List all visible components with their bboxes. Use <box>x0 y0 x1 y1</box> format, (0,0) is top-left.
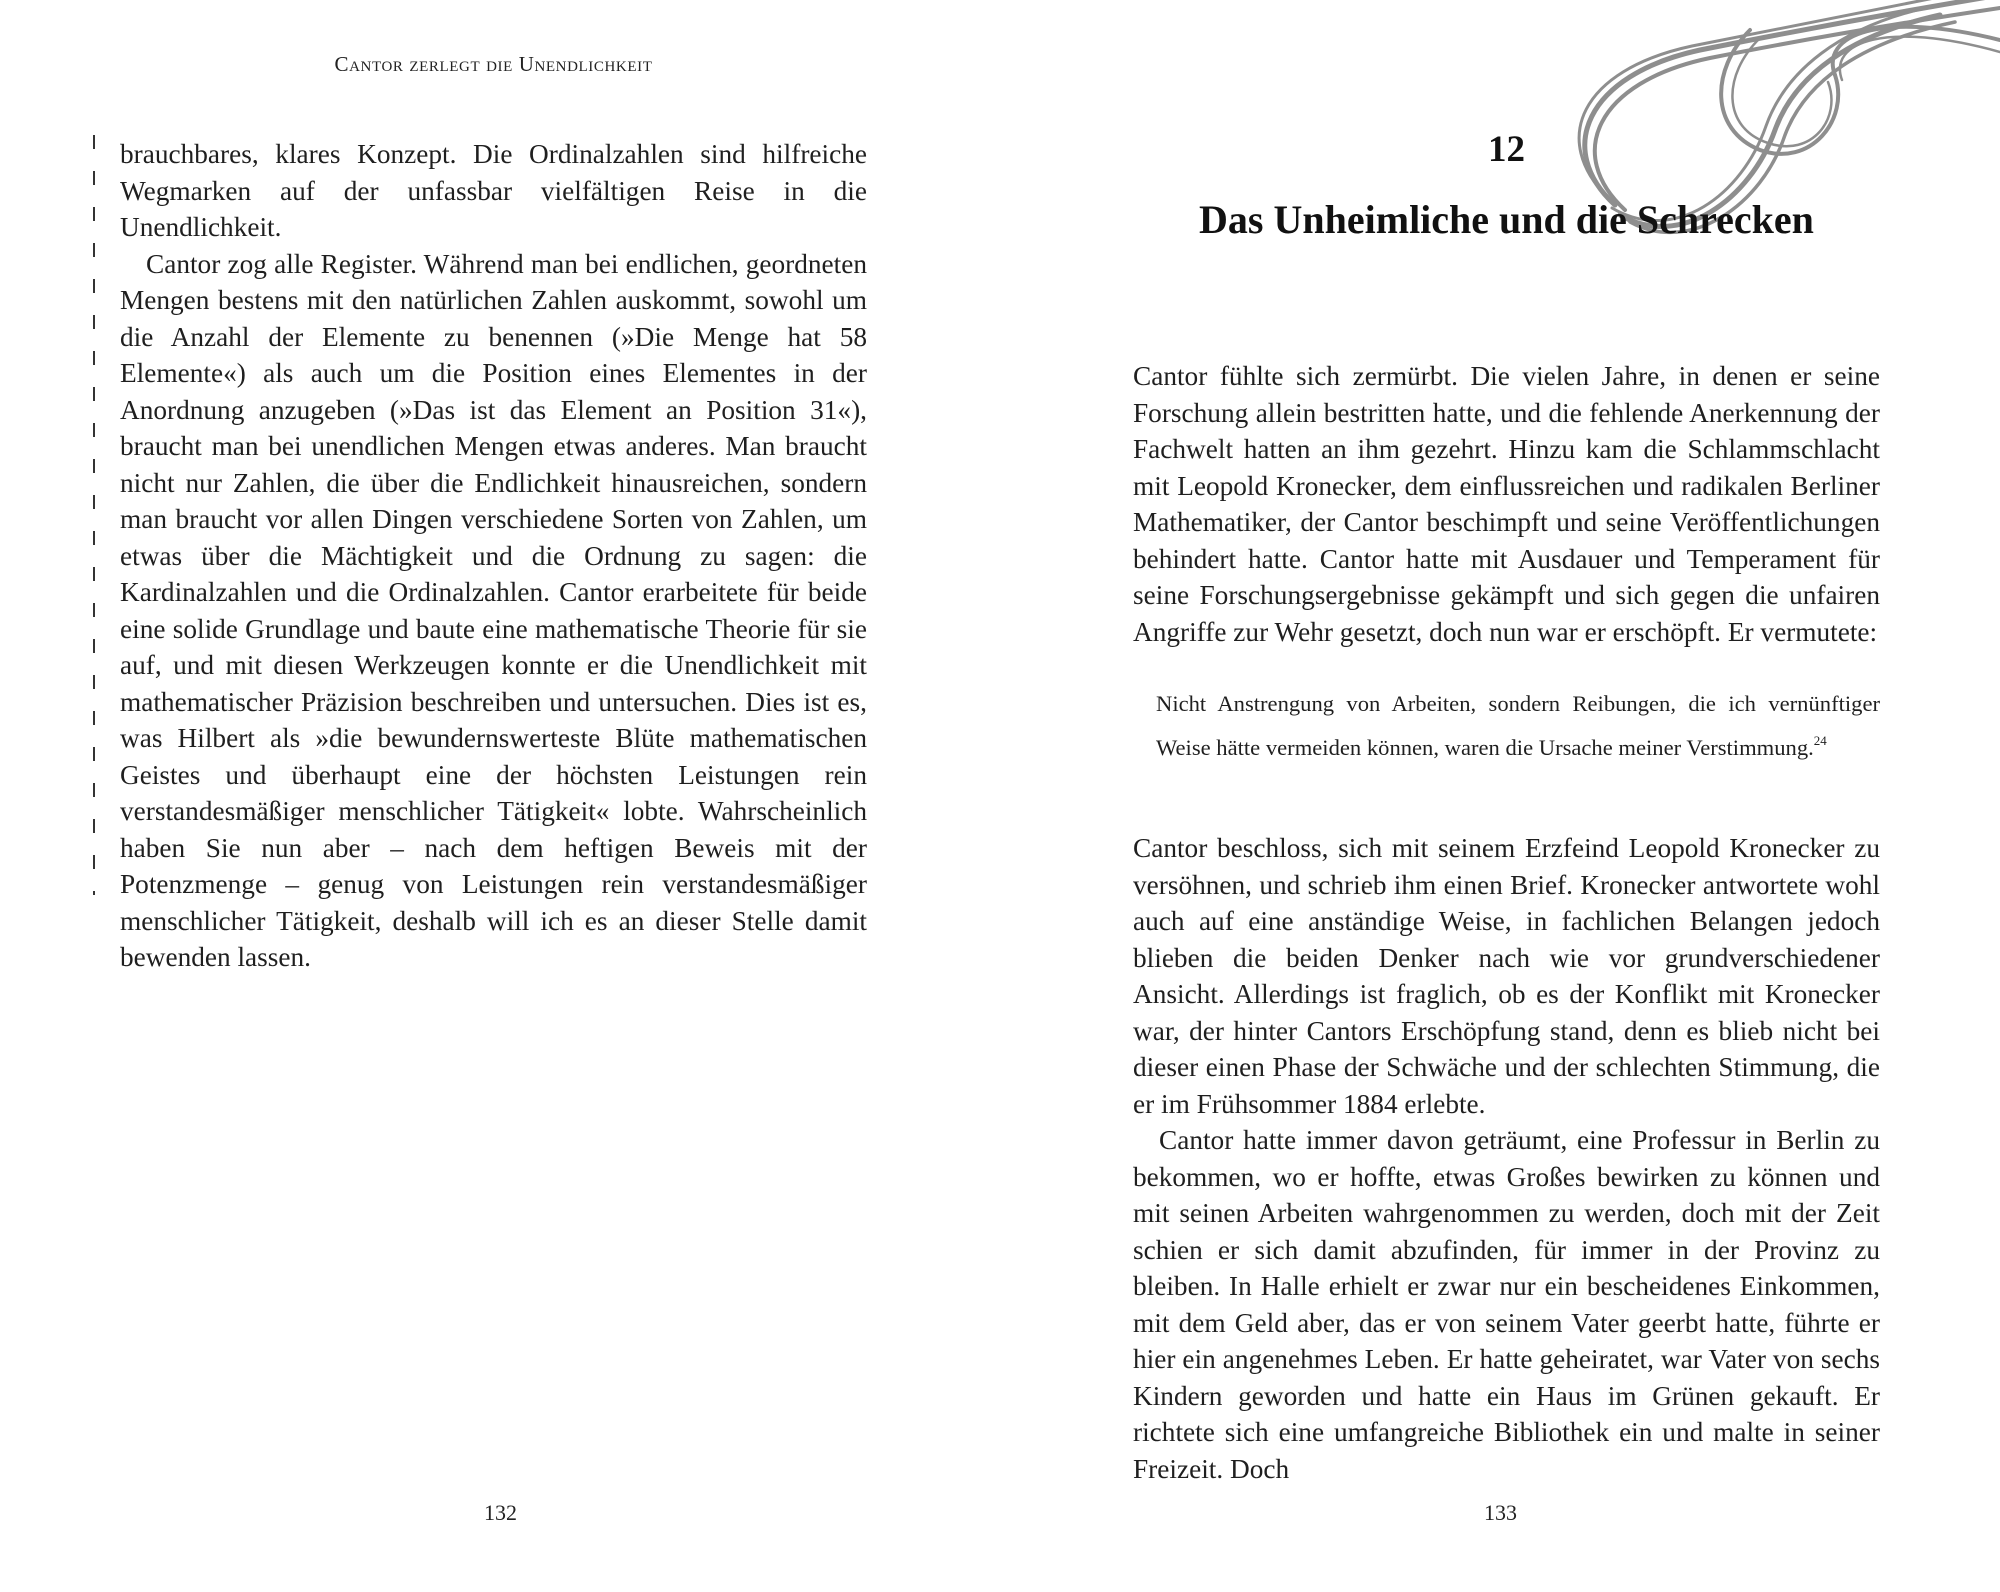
quote-body: Nicht Anstrengung von Arbeiten, sondern Reibungen, die ich vernünftiger Weise hätte vermeiden können, waren die Ursache meiner Verstimmung. <box>1156 691 1880 760</box>
quote-text <box>1156 685 1880 766</box>
intro-text <box>1133 358 1880 650</box>
paragraph: Cantor fühlte sich zermürbt. Die vielen Jahre, in denen er seine Forschung allein bestritten hatte, und die fehlende Anerkennung der Fachwelt hatten an ihm gezehrt. Hinzu kam die Schlammschlacht mit Leopold Kronecker, dem einflussreichen und radikalen Berliner Mathematiker, der Cantor beschimpft und seine Veröffentlichungen behindert hatte. Cantor hatte mit Ausdauer und Temperament für seine Forschungsergebnisse gekämpft und sich gegen die unfairen Angriffe zur Wehr gesetzt, doch nun war er erschöpft. Er vermutete: <box>1133 361 1880 647</box>
footnote-reference: 24 <box>1813 733 1827 748</box>
running-head: Cantor zerlegt die Unendlichkeit <box>334 52 653 76</box>
margin-dash-marks <box>93 135 97 895</box>
paragraph: Cantor hatte immer davon geträumt, eine Professur in Berlin zu bekommen, wo er hoffte, etwas Großes bewirken zu können und mit seinen Arbeiten wahrgenommen zu werden, doch mit der Zeit schien er sich damit abzufinden, für immer in der Provinz zu bleiben. In Halle erhielt er zwar nur ein bescheidenes Einkommen, mit dem Geld aber, das er von seinem Vater geerbt hatte, führte er hier ein angenehmes Leben. Er hatte geheiratet, war Vater von sechs Kindern geworden und hatte ein Haus im Grünen gekauft. Er richtete sich eine umfangreiche Bibliothek ein und malte in seiner Freizeit. Doch <box>1133 1125 1880 1484</box>
left-body-text <box>120 136 867 976</box>
chapter-title: Das Unheimliche und die Schrecken <box>1199 197 1814 242</box>
right-page <box>1000 0 2000 1592</box>
right-body-text <box>1133 830 1880 1487</box>
chapter-number: 12 <box>1488 129 1525 170</box>
page-number: 132 <box>484 1500 517 1525</box>
block-quote <box>1156 685 1880 766</box>
page-number: 133 <box>1484 1500 1517 1525</box>
paragraph: Cantor zog alle Register. Während man bei endlichen, geordneten Mengen bestens mit den natürlichen Zahlen auskommt, sowohl um die Anzahl der Elemente zu benennen (»Die Menge hat 58 Elemente«) als auch um die Position eines Elementes in der Anordnung anzugeben (»Das ist das Element an Position 31«), braucht man bei unendlichen Mengen etwas anderes. Man braucht nicht nur Zahlen, die über die Endlichkeit hinausreichen, sondern man braucht vor allen Dingen verschiedene Sorten von Zahlen, um etwas über die Mächtigkeit und die Ordnung zu sagen: die Kardinalzahlen und die Ordinalzahlen. Cantor erarbeitete für beide eine solide Grundlage und baute eine mathematische Theorie für sie auf, und mit diesen Werkzeugen konnte er die Unendlichkeit mit mathematischer Präzision beschreiben und untersuchen. Dies ist es, was Hilbert als »die bewundernswerteste Blüte mathematischen Geistes und überhaupt eine der höchsten Leistungen rein verstandesmäßiger menschlicher Tätigkeit« lobte. Wahrscheinlich haben Sie nun aber – nach dem heftigen Beweis mit der Potenzmenge – genug von Leistungen rein verstandesmäßiger menschlicher Tätigkeit, deshalb will ich es an dieser Stelle damit bewenden lassen. <box>120 248 867 972</box>
paragraph: brauchbares, klares Konzept. Die Ordinalzahlen sind hilfreiche Wegmarken auf der unfassbar vielfältigen Reise in die Unendlichkeit. <box>120 139 867 242</box>
paragraph: Cantor beschloss, sich mit seinem Erzfeind Leopold Kronecker zu versöhnen, und schrieb ihm einen Brief. Kronecker antwortete wohl auch auf eine anständige Weise, in fachlichen Belangen jedoch blieben die beiden Denker nach wie vor grundverschiedener Ansicht. Allerdings ist fraglich, ob es der Konflikt mit Kronecker war, der hinter Cantors Erschöpfung stand, denn es blieb nicht bei dieser einen Phase der Schwäche und der schlechten Stimmung, die er im Frühsommer 1884 erlebte. <box>1133 833 1880 1119</box>
